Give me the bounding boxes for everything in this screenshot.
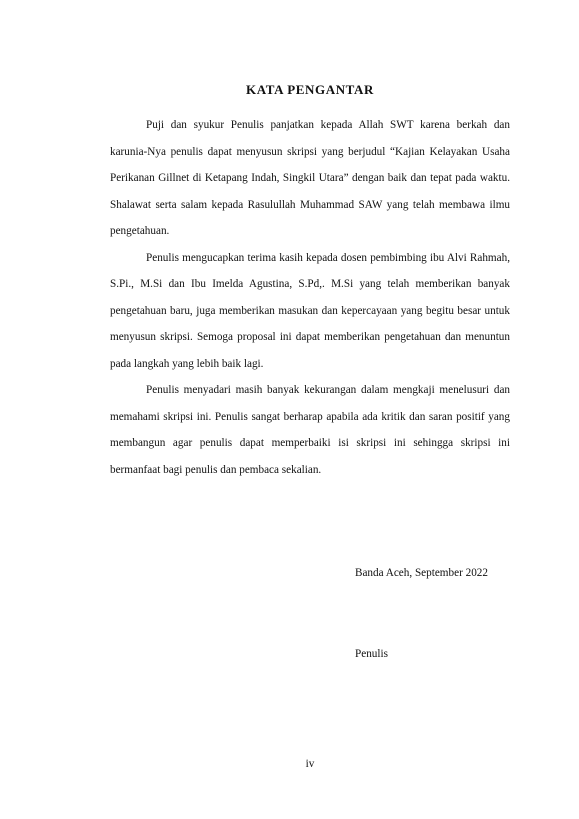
page-title: KATA PENGANTAR	[246, 82, 374, 97]
paragraph-2: Penulis mengucapkan terima kasih kepada dosen pembimbing ibu Alvi Rahmah, S.Pi., M.Si dan Ibu Imelda Agustina, S.Pd,. M.Si yang telah memberikan banyak pengetahuan baru, juga memberikan masukan dan kepercayaan yang begitu besar untuk menyusun skripsi. Semoga proposal ini dapat memberikan pengetahuan dan menuntun pada langkah yang lebih baik lagi.	[110, 251, 510, 370]
body-text	[110, 112, 510, 483]
paragraph-1: Puji dan syukur Penulis panjatkan kepada Allah SWT karena berkah dan karunia-Nya penulis dapat menyusun skripsi yang berjudul “Kajian Kelayakan Usaha Perikanan Gillnet di Ketapang Indah, Singkil Utara” dengan baik dan tepat pada waktu. Shalawat serta salam kepada Rasulullah Muhammad SAW yang telah membawa ilmu pengetahuan.	[110, 119, 510, 237]
paragraph-3: Penulis menyadari masih banyak kekurangan dalam mengkaji menelusuri dan memahami skripsi ini. Penulis sangat berharap apabila ada kritik dan saran positif yang membangun agar penulis dapat memperbaiki isi skripsi ini sehingga skripsi ini bermanfaat bagi penulis dan pembaca sekalian.	[110, 384, 510, 476]
signatory: Penulis	[355, 648, 388, 660]
place-date: Banda Aceh, September 2022	[355, 567, 488, 579]
page-number: iv	[305, 758, 315, 770]
title-container	[110, 82, 510, 98]
